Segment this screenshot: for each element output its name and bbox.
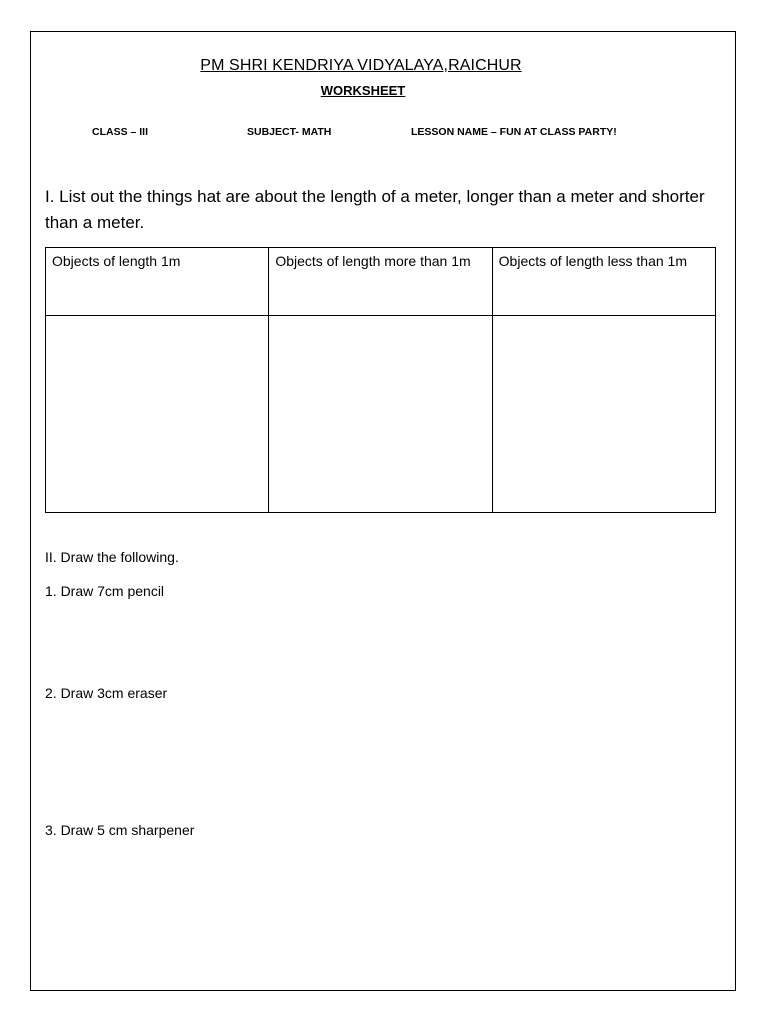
- question-1-text: I. List out the things hat are about the length of a meter, longer than a meter and shorter than a meter.: [45, 187, 705, 232]
- question-2-text: II. Draw the following.: [45, 549, 179, 565]
- subject-label: SUBJECT- MATH: [247, 126, 332, 138]
- table-header-cell: Objects of length 1m: [46, 248, 269, 316]
- lesson-name-label: LESSON NAME – FUN AT CLASS PARTY!: [411, 126, 617, 138]
- draw-item: 1. Draw 7cm pencil: [45, 583, 165, 599]
- answer-cell-1m[interactable]: [46, 316, 269, 513]
- table-header-cell: Objects of length more than 1m: [269, 248, 492, 316]
- class-label: CLASS – III: [92, 126, 149, 138]
- school-title: PM SHRI KENDRIYA VIDYALAYA,RAICHUR: [200, 57, 522, 74]
- draw-item: 2. Draw 3cm eraser: [45, 685, 168, 701]
- length-classification-table: [45, 247, 716, 513]
- table-row: [46, 316, 716, 513]
- answer-cell-less-than-1m[interactable]: [492, 316, 715, 513]
- table-header-cell: Objects of length less than 1m: [492, 248, 715, 316]
- answer-cell-more-than-1m[interactable]: [269, 316, 492, 513]
- table-header-row: [46, 248, 716, 316]
- worksheet-title: WORKSHEET: [320, 83, 406, 98]
- draw-item: 3. Draw 5 cm sharpener: [45, 822, 195, 838]
